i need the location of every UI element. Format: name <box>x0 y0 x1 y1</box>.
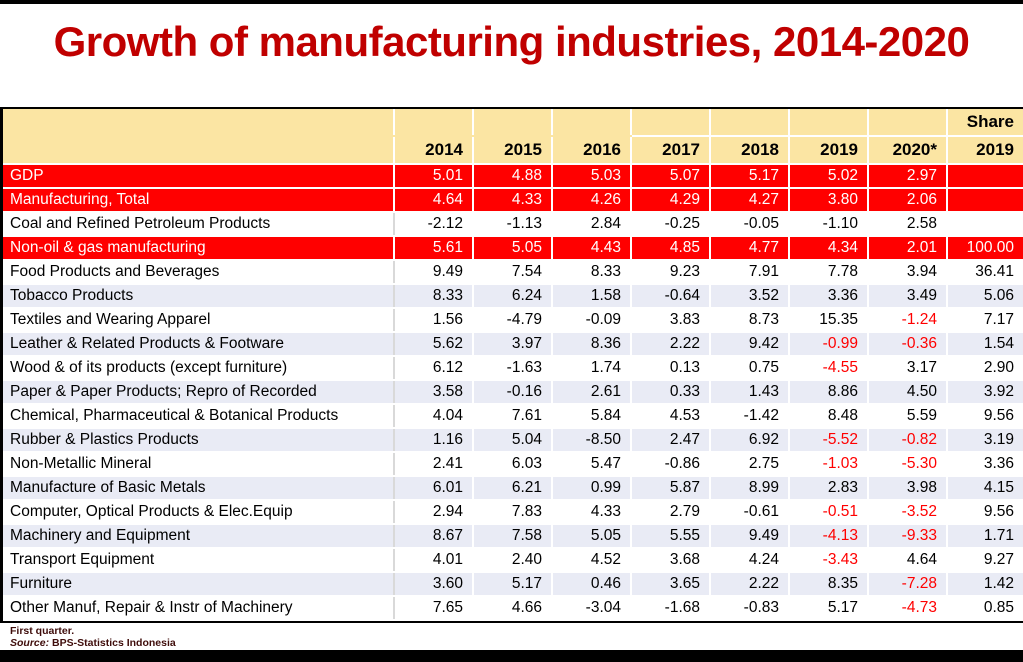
value-cell: -1.42 <box>710 404 789 428</box>
data-table <box>3 109 1023 621</box>
value-cell: 5.55 <box>631 524 710 548</box>
value-cell: -0.86 <box>631 452 710 476</box>
value-cell: 3.92 <box>947 380 1023 404</box>
header-spacer <box>3 136 394 164</box>
table-row <box>3 356 1023 380</box>
row-label: GDP <box>3 164 394 188</box>
value-cell: 2.22 <box>710 572 789 596</box>
value-cell: 5.07 <box>631 164 710 188</box>
source-text: BPS-Statistics Indonesia <box>52 637 176 649</box>
value-cell: 5.17 <box>710 164 789 188</box>
table-row <box>3 332 1023 356</box>
value-cell: 4.24 <box>710 548 789 572</box>
value-cell: 2.84 <box>552 212 631 236</box>
row-label: Leather & Related Products & Footware <box>3 332 394 356</box>
value-cell: -1.63 <box>473 356 552 380</box>
value-cell: 0.99 <box>552 476 631 500</box>
row-label: Computer, Optical Products & Elec.Equip <box>3 500 394 524</box>
value-cell: 6.24 <box>473 284 552 308</box>
value-cell: 5.62 <box>394 332 473 356</box>
header-spacer <box>631 109 710 136</box>
value-cell: 1.42 <box>947 572 1023 596</box>
value-cell: -5.30 <box>868 452 947 476</box>
value-cell: -0.83 <box>710 596 789 620</box>
value-cell: 0.85 <box>947 596 1023 620</box>
value-cell: 4.01 <box>394 548 473 572</box>
value-cell: 5.02 <box>789 164 868 188</box>
table-row <box>3 164 1023 188</box>
value-cell: 7.91 <box>710 260 789 284</box>
value-cell: 5.47 <box>552 452 631 476</box>
value-cell: 4.29 <box>631 188 710 212</box>
value-cell: -3.43 <box>789 548 868 572</box>
value-cell: 3.80 <box>789 188 868 212</box>
value-cell: 2.79 <box>631 500 710 524</box>
value-cell: 4.34 <box>789 236 868 260</box>
value-cell: 5.04 <box>473 428 552 452</box>
row-label: Transport Equipment <box>3 548 394 572</box>
value-cell: 8.33 <box>552 260 631 284</box>
row-label: Furniture <box>3 572 394 596</box>
value-cell: 2.41 <box>394 452 473 476</box>
value-cell: 6.21 <box>473 476 552 500</box>
value-cell: -5.52 <box>789 428 868 452</box>
value-cell: 4.52 <box>552 548 631 572</box>
value-cell: 4.85 <box>631 236 710 260</box>
value-cell: 5.17 <box>473 572 552 596</box>
value-cell: 7.58 <box>473 524 552 548</box>
value-cell: 3.83 <box>631 308 710 332</box>
value-cell: 4.53 <box>631 404 710 428</box>
value-cell: 3.17 <box>868 356 947 380</box>
share-year-header: 2019 <box>947 136 1023 164</box>
value-cell: -1.03 <box>789 452 868 476</box>
row-label: Other Manuf, Repair & Instr of Machinery <box>3 596 394 620</box>
value-cell: 5.01 <box>394 164 473 188</box>
year-header-2016: 2016 <box>552 136 631 164</box>
row-label: Machinery and Equipment <box>3 524 394 548</box>
row-label: Rubber & Plastics Products <box>3 428 394 452</box>
row-label: Textiles and Wearing Apparel <box>3 308 394 332</box>
value-cell: 7.83 <box>473 500 552 524</box>
table-row <box>3 380 1023 404</box>
source-label: Source: <box>10 637 50 649</box>
value-cell: -0.51 <box>789 500 868 524</box>
value-cell: 2.97 <box>868 164 947 188</box>
value-cell: 4.43 <box>552 236 631 260</box>
value-cell: -0.25 <box>631 212 710 236</box>
value-cell: 4.88 <box>473 164 552 188</box>
value-cell: 5.05 <box>552 524 631 548</box>
value-cell: -8.50 <box>552 428 631 452</box>
value-cell: 4.27 <box>710 188 789 212</box>
table-row <box>3 428 1023 452</box>
header-spacer <box>868 109 947 136</box>
value-cell: 100.00 <box>947 236 1023 260</box>
value-cell: 2.90 <box>947 356 1023 380</box>
share-header: Share <box>947 109 1023 136</box>
value-cell: 9.56 <box>947 404 1023 428</box>
row-label: Non-oil & gas manufacturing <box>3 236 394 260</box>
table-row <box>3 500 1023 524</box>
table-row <box>3 212 1023 236</box>
value-cell: 3.49 <box>868 284 947 308</box>
value-cell: 6.01 <box>394 476 473 500</box>
value-cell: 0.13 <box>631 356 710 380</box>
value-cell: 2.06 <box>868 188 947 212</box>
value-cell: 1.74 <box>552 356 631 380</box>
value-cell: 8.67 <box>394 524 473 548</box>
value-cell: 8.33 <box>394 284 473 308</box>
value-cell: 5.59 <box>868 404 947 428</box>
value-cell: -1.13 <box>473 212 552 236</box>
value-cell: 6.12 <box>394 356 473 380</box>
row-label: Non-Metallic Mineral <box>3 452 394 476</box>
value-cell: 2.61 <box>552 380 631 404</box>
value-cell: 3.58 <box>394 380 473 404</box>
value-cell: 5.05 <box>473 236 552 260</box>
value-cell: -4.13 <box>789 524 868 548</box>
value-cell: 15.35 <box>789 308 868 332</box>
value-cell: 3.60 <box>394 572 473 596</box>
row-label: Tobacco Products <box>3 284 394 308</box>
value-cell: 8.48 <box>789 404 868 428</box>
value-cell: 9.23 <box>631 260 710 284</box>
table-row <box>3 188 1023 212</box>
year-header-2018: 2018 <box>710 136 789 164</box>
table-row <box>3 308 1023 332</box>
value-cell: 9.49 <box>394 260 473 284</box>
value-cell: -0.64 <box>631 284 710 308</box>
value-cell: 4.66 <box>473 596 552 620</box>
value-cell: -0.05 <box>710 212 789 236</box>
footnote-first-quarter: First quarter. <box>10 625 75 637</box>
value-cell: 5.84 <box>552 404 631 428</box>
value-cell: 3.19 <box>947 428 1023 452</box>
value-cell: -4.79 <box>473 308 552 332</box>
value-cell: 4.50 <box>868 380 947 404</box>
table-row <box>3 548 1023 572</box>
value-cell <box>947 164 1023 188</box>
header-row-years <box>3 136 1023 164</box>
row-label: Coal and Refined Petroleum Products <box>3 212 394 236</box>
value-cell: 7.54 <box>473 260 552 284</box>
value-cell: 7.65 <box>394 596 473 620</box>
table-row <box>3 572 1023 596</box>
value-cell: 8.36 <box>552 332 631 356</box>
row-label: Manufacturing, Total <box>3 188 394 212</box>
value-cell: 1.43 <box>710 380 789 404</box>
value-cell: 0.75 <box>710 356 789 380</box>
row-label: Manufacture of Basic Metals <box>3 476 394 500</box>
value-cell: -2.12 <box>394 212 473 236</box>
value-cell: 5.87 <box>631 476 710 500</box>
value-cell: 4.26 <box>552 188 631 212</box>
value-cell: -9.33 <box>868 524 947 548</box>
value-cell: 4.04 <box>394 404 473 428</box>
value-cell: 7.61 <box>473 404 552 428</box>
value-cell: -1.24 <box>868 308 947 332</box>
value-cell <box>947 212 1023 236</box>
header-spacer <box>394 109 473 136</box>
value-cell: 3.98 <box>868 476 947 500</box>
value-cell: -0.36 <box>868 332 947 356</box>
value-cell: 2.94 <box>394 500 473 524</box>
row-label: Paper & Paper Products; Repro of Recorded <box>3 380 394 404</box>
table-row <box>3 260 1023 284</box>
value-cell: 3.52 <box>710 284 789 308</box>
value-cell: 5.03 <box>552 164 631 188</box>
year-header-2020: 2020* <box>868 136 947 164</box>
value-cell: -4.55 <box>789 356 868 380</box>
value-cell: 6.03 <box>473 452 552 476</box>
value-cell: -7.28 <box>868 572 947 596</box>
header-row-top <box>3 109 1023 136</box>
value-cell: 7.78 <box>789 260 868 284</box>
value-cell: 9.42 <box>710 332 789 356</box>
value-cell: 3.94 <box>868 260 947 284</box>
value-cell: 3.65 <box>631 572 710 596</box>
value-cell: 2.75 <box>710 452 789 476</box>
value-cell: -3.04 <box>552 596 631 620</box>
value-cell: 5.06 <box>947 284 1023 308</box>
value-cell: 9.27 <box>947 548 1023 572</box>
header-spacer <box>3 109 394 136</box>
value-cell: 4.64 <box>394 188 473 212</box>
value-cell: 2.01 <box>868 236 947 260</box>
bottom-border <box>0 650 1023 662</box>
value-cell: 2.58 <box>868 212 947 236</box>
value-cell: 3.36 <box>789 284 868 308</box>
row-label: Wood & of its products (except furniture) <box>3 356 394 380</box>
year-header-2017: 2017 <box>631 136 710 164</box>
value-cell: 3.68 <box>631 548 710 572</box>
value-cell: 8.73 <box>710 308 789 332</box>
value-cell: 3.97 <box>473 332 552 356</box>
value-cell: 4.33 <box>552 500 631 524</box>
value-cell: 2.22 <box>631 332 710 356</box>
year-header-2014: 2014 <box>394 136 473 164</box>
value-cell: 4.64 <box>868 548 947 572</box>
year-header-2019: 2019 <box>789 136 868 164</box>
value-cell: 4.77 <box>710 236 789 260</box>
value-cell: 0.33 <box>631 380 710 404</box>
value-cell: 8.86 <box>789 380 868 404</box>
value-cell: -4.73 <box>868 596 947 620</box>
value-cell: 6.92 <box>710 428 789 452</box>
value-cell: 2.47 <box>631 428 710 452</box>
row-label: Chemical, Pharmaceutical & Botanical Products <box>3 404 394 428</box>
value-cell: 8.99 <box>710 476 789 500</box>
value-cell: -1.68 <box>631 596 710 620</box>
header-spacer <box>710 109 789 136</box>
value-cell: 0.46 <box>552 572 631 596</box>
value-cell: 7.17 <box>947 308 1023 332</box>
top-border <box>0 0 1023 4</box>
value-cell: 4.15 <box>947 476 1023 500</box>
value-cell: -1.10 <box>789 212 868 236</box>
year-header-2015: 2015 <box>473 136 552 164</box>
header-spacer <box>789 109 868 136</box>
table-row <box>3 476 1023 500</box>
value-cell: 1.58 <box>552 284 631 308</box>
table-row <box>3 596 1023 620</box>
value-cell: 2.83 <box>789 476 868 500</box>
value-cell: 1.71 <box>947 524 1023 548</box>
value-cell: 1.54 <box>947 332 1023 356</box>
value-cell: 5.61 <box>394 236 473 260</box>
value-cell: 5.17 <box>789 596 868 620</box>
table-row <box>3 524 1023 548</box>
table-row <box>3 452 1023 476</box>
header-spacer <box>552 109 631 136</box>
value-cell: -0.82 <box>868 428 947 452</box>
value-cell: -0.61 <box>710 500 789 524</box>
value-cell: -3.52 <box>868 500 947 524</box>
footnote-source <box>10 637 176 649</box>
table-row <box>3 404 1023 428</box>
value-cell: 2.40 <box>473 548 552 572</box>
value-cell: 9.56 <box>947 500 1023 524</box>
value-cell: 3.36 <box>947 452 1023 476</box>
value-cell: 9.49 <box>710 524 789 548</box>
table-row <box>3 284 1023 308</box>
value-cell: 1.16 <box>394 428 473 452</box>
value-cell: -0.16 <box>473 380 552 404</box>
value-cell: -0.99 <box>789 332 868 356</box>
value-cell: 1.56 <box>394 308 473 332</box>
value-cell: 36.41 <box>947 260 1023 284</box>
growth-table <box>0 107 1023 623</box>
table-row <box>3 236 1023 260</box>
row-label: Food Products and Beverages <box>3 260 394 284</box>
value-cell <box>947 188 1023 212</box>
value-cell: 8.35 <box>789 572 868 596</box>
footnotes <box>10 625 176 649</box>
value-cell: -0.09 <box>552 308 631 332</box>
page-title: Growth of manufacturing industries, 2014-2020 <box>53 18 970 65</box>
table-header <box>3 109 1023 164</box>
header-spacer <box>473 109 552 136</box>
value-cell: 4.33 <box>473 188 552 212</box>
